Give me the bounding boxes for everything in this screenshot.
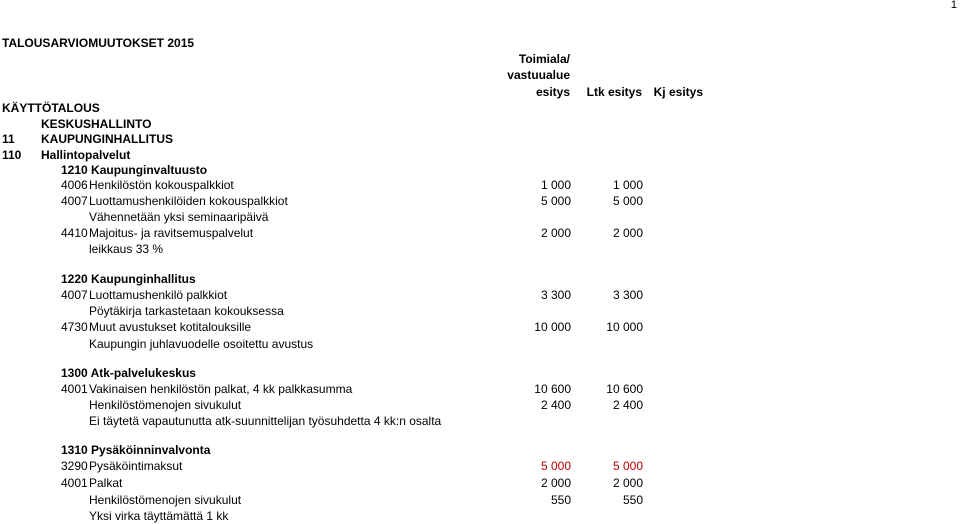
page-number: 1 <box>950 0 957 11</box>
row-ltk-value: 2 400 <box>612 398 643 412</box>
group-header-1310: 1310 Pysäköinninvalvonta <box>61 443 211 457</box>
row-toimiala-value: 2 000 <box>540 226 571 240</box>
column-header-toimiala-line3: esitys <box>535 85 570 99</box>
row-account-code: 4007 <box>61 288 88 302</box>
row-account-code: 4007 <box>61 194 88 208</box>
division-heading: KESKUSHALLINTO <box>41 117 152 131</box>
row-ltk-value: 550 <box>622 493 643 507</box>
row-description: Pysäköintimaksut <box>89 459 183 473</box>
row-description: Majoitus- ja ravitsemuspalvelut <box>89 226 254 240</box>
row-note: leikkaus 33 % <box>89 242 164 256</box>
row-ltk-value: 10 000 <box>606 320 643 334</box>
row-description: Henkilöstömenojen sivukulut <box>89 398 242 412</box>
row-toimiala-value: 3 300 <box>540 288 571 302</box>
group-header-1300: 1300 Atk-palvelukeskus <box>61 366 196 380</box>
row-description: Palkat <box>89 476 123 490</box>
subunit-name: Hallintopalvelut <box>41 148 131 162</box>
row-note: Kaupungin juhlavuodelle osoitettu avustus <box>89 337 314 351</box>
unit-code: 11 <box>2 132 15 146</box>
row-ltk-value-highlighted: 5 000 <box>612 459 643 473</box>
subunit-code: 110 <box>2 148 22 162</box>
row-toimiala-value: 10 000 <box>534 320 571 334</box>
row-ltk-value: 2 000 <box>612 226 643 240</box>
row-ltk-value: 10 600 <box>606 382 643 396</box>
group-header-1210: 1210 Kaupunginvaltuusto <box>61 163 208 177</box>
row-description: Vakinaisen henkilöstön palkat, 4 kk palkkasumma <box>89 382 353 396</box>
row-ltk-value: 3 300 <box>612 288 643 302</box>
row-account-code: 3290 <box>61 459 88 473</box>
row-note: Vähennetään yksi seminaaripäivä <box>89 210 269 224</box>
row-description: Luottamushenkilöiden kokouspalkkiot <box>89 194 288 208</box>
row-description: Muut avustukset kotitalouksille <box>89 320 252 334</box>
section-heading: KÄYTTÖTALOUS <box>2 101 100 115</box>
row-note: Ei täytetä vapautunutta atk-suunnittelijan työsuhdetta 4 kk:n osalta <box>89 414 442 428</box>
row-ltk-value: 2 000 <box>612 476 643 490</box>
row-ltk-value: 5 000 <box>612 194 643 208</box>
column-header-toimiala-line2: vastuualue <box>507 68 570 82</box>
row-account-code: 4410 <box>61 226 88 240</box>
group-header-1220: 1220 Kaupunginhallitus <box>61 272 196 286</box>
column-header-toimiala-line1: Toimiala/ <box>518 52 570 66</box>
row-toimiala-value-highlighted: 5 000 <box>540 459 571 473</box>
row-toimiala-value: 550 <box>550 493 571 507</box>
column-header-kj: Kj esitys <box>653 85 703 99</box>
row-description: Henkilöstömenojen sivukulut <box>89 493 242 507</box>
row-account-code: 4001 <box>61 476 88 490</box>
row-description: Henkilöstön kokouspalkkiot <box>89 178 234 192</box>
row-account-code: 4006 <box>61 178 88 192</box>
row-toimiala-value: 10 600 <box>534 382 571 396</box>
document-title: TALOUSARVIOMUUTOKSET 2015 <box>2 36 195 50</box>
row-account-code: 4730 <box>61 320 88 334</box>
row-toimiala-value: 2 000 <box>540 476 571 490</box>
column-header-ltk: Ltk esitys <box>586 85 642 99</box>
row-ltk-value: 1 000 <box>612 178 643 192</box>
row-toimiala-value: 5 000 <box>540 194 571 208</box>
row-description: Luottamushenkilö palkkiot <box>89 288 228 302</box>
row-note: Yksi virka täyttämättä 1 kk <box>89 509 229 523</box>
unit-name: KAUPUNGINHALLITUS <box>41 132 173 146</box>
row-account-code: 4001 <box>61 382 88 396</box>
row-toimiala-value: 1 000 <box>540 178 571 192</box>
row-note: Pöytäkirja tarkastetaan kokouksessa <box>89 304 284 318</box>
row-toimiala-value: 2 400 <box>540 398 571 412</box>
